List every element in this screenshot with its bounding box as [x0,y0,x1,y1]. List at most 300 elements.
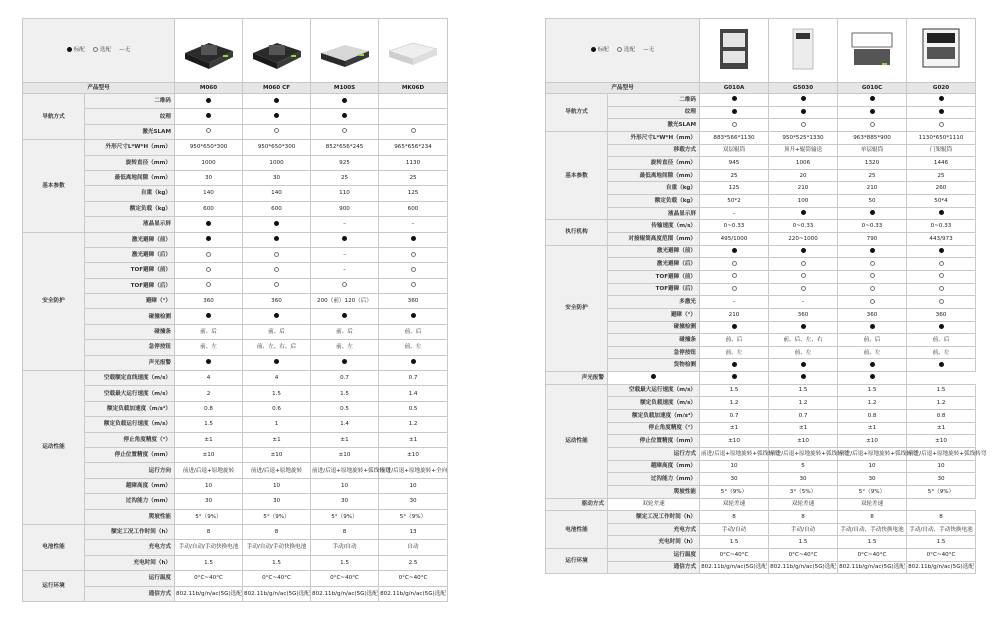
spec-value [243,278,311,293]
spec-value: 802.11b/g/n/ac(5G)选配 [243,586,311,601]
robot-image-cell [907,19,976,83]
spec-value: 25 [311,170,379,185]
spec-row [546,346,976,359]
spec-label: 通信方式 [608,561,700,574]
spec-value [175,247,243,262]
spec-row [546,321,976,334]
spec-value: 1.4 [379,386,448,401]
optional-circle-icon [411,282,416,287]
spec-value: 802.11b/g/n/ac(5G)选配 [379,586,448,601]
spec-value: 30 [175,170,243,185]
spec-value: 0°C~40°C [379,571,448,586]
optional-circle-icon [939,299,944,304]
spec-label: 二维码 [85,94,175,109]
spec-value: 1.5 [838,384,907,397]
spec-row [23,509,448,524]
spec-value: 802.11b/g/n/ac(5G)选配 [700,561,769,574]
optional-circle-icon [801,122,806,127]
spec-value: 前、后 [175,324,243,339]
spec-value: 200（前）120（后） [311,294,379,309]
spec-value [311,232,379,247]
spec-value: 30 [379,494,448,509]
spec-row [546,131,976,144]
spec-row [23,401,448,416]
spec-value: 1000 [175,155,243,170]
spec-value [769,94,838,107]
spec-value [907,245,976,258]
spec-value: 30 [700,473,769,486]
spec-value [311,278,379,293]
spec-label: 声光报警 [546,372,608,385]
spec-value [700,359,769,372]
category-label: 导航方式 [546,94,608,132]
standard-dot-icon [870,96,875,101]
spec-row [23,170,448,185]
spec-value [907,270,976,283]
spec-value: 1.2 [838,397,907,410]
spec-value: 8 [907,511,976,524]
spec-value [379,309,448,324]
spec-row [23,417,448,432]
spec-value [700,94,769,107]
spec-row [546,435,976,448]
spec-row [23,355,448,370]
spec-label: 激光避障（后） [85,247,175,262]
spec-value: 前、后 [243,324,311,339]
spec-row [23,201,448,216]
spec-row [23,217,448,232]
spec-value [907,283,976,296]
spec-label: 额定负载运行速度（m/s） [85,417,175,432]
spec-value: 925 [311,155,379,170]
spec-value: 0.6 [243,401,311,416]
spec-label: 额定工况工作时间（h） [85,524,175,539]
spec-label: TOF避障（后） [85,278,175,293]
spec-value [838,119,907,132]
left-table [22,18,448,602]
standard-dot-icon [801,324,806,329]
spec-value [838,94,907,107]
spec-value [700,270,769,283]
robot-image-cell [838,19,907,83]
spec-value [769,245,838,258]
category-label: 运行环境 [546,549,608,574]
spec-row [23,540,448,555]
standard-dot-icon [801,248,806,253]
spec-value [700,245,769,258]
robot-image [315,23,375,75]
optional-circle-icon [801,261,806,266]
spec-value: 1446 [907,157,976,170]
spec-label: 停止位置精度（mm） [85,447,175,462]
spec-row [546,270,976,283]
spec-value [243,232,311,247]
spec-value: 前进/后退+原地旋转+弧线转弯 [700,447,769,460]
spec-value: ±1 [838,422,907,435]
spec-value: 1.5 [243,386,311,401]
spec-value: 210 [769,182,838,195]
spec-value: 双轮差速 [700,498,769,511]
spec-value [311,94,379,109]
spec-row [546,511,976,524]
spec-label: 过沟能力（mm） [85,494,175,509]
spec-value [769,372,838,385]
spec-value: 50*4 [907,195,976,208]
standard-dot-icon [342,313,347,318]
spec-value: 360 [175,294,243,309]
spec-row [23,371,448,386]
spec-label: 充电方式 [608,523,700,536]
spec-label: TOF避障（前） [608,270,700,283]
spec-row [23,571,448,586]
spec-row [23,109,448,124]
spec-value: 360 [769,308,838,321]
spec-value: 0~0.33 [769,220,838,233]
spec-value: 前、后 [700,334,769,347]
spec-value: 30 [838,473,907,486]
spec-row [546,422,976,435]
spec-value: 前、左 [700,346,769,359]
spec-value: – [311,217,379,232]
spec-value [243,309,311,324]
spec-value: 10 [700,460,769,473]
spec-row [546,169,976,182]
spec-value [243,263,311,278]
spec-row [546,447,976,460]
spec-value: 0°C~40°C [311,571,379,586]
spec-label: 碰撞检测 [608,321,700,334]
spec-value: 前、后、左、右 [769,334,838,347]
standard-dot-icon [274,313,279,318]
spec-value [907,258,976,271]
standard-dot-icon [206,113,211,118]
spec-label: 液晶显示屏 [608,207,700,220]
spec-value: 1.2 [907,397,976,410]
model-header-row [23,83,448,94]
spec-value [379,278,448,293]
standard-dot-icon [342,98,347,103]
spec-row [23,524,448,539]
spec-value: ±10 [175,447,243,462]
spec-value: 0.5 [379,401,448,416]
spec-value [379,124,448,139]
spec-value [907,119,976,132]
standard-dot-icon [732,362,737,367]
spec-value: 110 [311,186,379,201]
spec-row [23,232,448,247]
standard-dot-icon [870,210,875,215]
spec-row [546,523,976,536]
spec-label: 充电时间（h） [608,536,700,549]
spec-value: 1.5 [838,536,907,549]
spec-label: 停止位置精度（mm） [608,435,700,448]
spec-value: 8 [769,511,838,524]
spec-row [546,157,976,170]
robot-image [773,23,833,75]
spec-value: 5°（9%） [907,485,976,498]
spec-row [23,463,448,478]
spec-value: 30 [175,494,243,509]
spec-value: 前、左、右、后 [243,340,311,355]
spec-value: 手动/自动 [769,523,838,536]
spec-value: 前进/后退+原地旋转 [243,463,311,478]
filled-dot-icon [67,47,72,52]
spec-value [379,94,448,109]
robot-image-cell [769,19,838,83]
spec-value: 8 [175,524,243,539]
model-name: G5030 [769,83,838,94]
optional-circle-icon [732,122,737,127]
spec-row [546,397,976,410]
spec-value: 前、后 [311,324,379,339]
spec-value: ±1 [175,432,243,447]
standard-dot-icon [206,313,211,318]
optional-circle-icon [801,286,806,291]
standard-dot-icon [206,359,211,364]
right-spec-table [545,18,987,604]
spec-label: 空载最大运行速度（m/s） [85,386,175,401]
category-label: 基本参数 [546,131,608,219]
spec-value: 前、后 [907,334,976,347]
spec-label: 空载额定直线速度（m/s） [85,371,175,386]
spec-value [838,258,907,271]
standard-dot-icon [411,313,416,318]
spec-row [23,278,448,293]
spec-value [769,321,838,334]
spec-row [546,498,976,511]
spec-value [838,296,907,309]
spec-value: 30 [243,170,311,185]
standard-dot-icon [411,359,416,364]
model-name: MK06D [379,83,448,94]
spec-value: 前进/后退+原地旋转+弧线转弯 [907,447,976,460]
standard-dot-icon [732,324,737,329]
standard-dot-icon [732,109,737,114]
spec-value: 1.5 [243,555,311,570]
spec-row [546,195,976,208]
spec-value: 1130 [379,155,448,170]
spec-label: 充电方式 [85,540,175,555]
spec-label: 爬坡性能 [608,485,700,498]
spec-value: 2 [175,386,243,401]
spec-value: 0.7 [311,371,379,386]
model-name: M060 CF [243,83,311,94]
spec-value: 0°C~40°C [243,571,311,586]
spec-row [546,106,976,119]
spec-row [23,94,448,109]
optional-circle-icon [732,273,737,278]
spec-row [23,124,448,139]
legend-optional [93,47,111,53]
spec-value: 手动/自动/手动快换电池 [175,540,243,555]
spec-value: 8 [700,511,769,524]
spec-label: TOF避障（前） [85,263,175,278]
legend-none: —无 [119,47,131,54]
category-label: 安全防护 [546,245,608,371]
standard-dot-icon [870,109,875,114]
spec-value: 13 [379,524,448,539]
spec-row [546,220,976,233]
spec-row [23,294,448,309]
spec-value: 210 [700,308,769,321]
hollow-circle-icon [617,47,622,52]
spec-label: 碰撞检测 [85,309,175,324]
spec-row [23,309,448,324]
spec-value [175,94,243,109]
robot-image [179,23,239,75]
spec-value: 1.2 [769,397,838,410]
optional-circle-icon [870,261,875,266]
spec-value [311,309,379,324]
spec-row [23,155,448,170]
spec-label: 自重（kg） [85,186,175,201]
standard-dot-icon [939,109,944,114]
spec-row [546,283,976,296]
spec-value: 600 [243,201,311,216]
category-label: 运动性能 [546,384,608,498]
image-row [23,19,448,83]
spec-value: 0°C~40°C [907,549,976,562]
spec-label: 额定负载加速度（m/s²） [608,410,700,423]
spec-label: 液晶显示屏 [85,217,175,232]
spec-value: – [700,207,769,220]
optional-circle-icon [411,267,416,272]
spec-value [379,232,448,247]
spec-value: 双层辊筒 [700,144,769,157]
spec-value [379,263,448,278]
standard-dot-icon [274,221,279,226]
spec-row [546,258,976,271]
spec-value [700,119,769,132]
spec-value: ±1 [243,432,311,447]
spec-value: 600 [379,201,448,216]
spec-value [700,106,769,119]
spec-value: 手动/自动/手动快换电池 [243,540,311,555]
spec-value: 0~0.33 [907,220,976,233]
spec-value: 前、左 [907,346,976,359]
spec-label: 纹理 [85,109,175,124]
spec-value: 360 [243,294,311,309]
category-label: 运行环境 [23,571,85,602]
spec-value: 手动/自动、手动快换电池 [838,523,907,536]
legend-optional-label: 选配 [99,47,112,54]
standard-dot-icon [206,236,211,241]
spec-label: 声光报警 [85,355,175,370]
standard-dot-icon [651,374,656,379]
spec-value [243,94,311,109]
spec-row [546,536,976,549]
optional-circle-icon [870,299,875,304]
spec-value: 950*650*300 [243,140,311,155]
spec-value: 1006 [769,157,838,170]
spec-row [546,372,976,385]
spec-value [175,355,243,370]
spec-label: 越障高度（mm） [608,460,700,473]
optional-circle-icon [274,282,279,287]
spec-label: 停止角度精度（°） [608,422,700,435]
spec-value: 25 [700,169,769,182]
optional-circle-icon [870,122,875,127]
spec-label: 停止角度精度（°） [85,432,175,447]
spec-value: 单层辊筒 [838,144,907,157]
spec-value: 140 [175,186,243,201]
spec-value: ±1 [769,422,838,435]
spec-row [546,485,976,498]
optional-circle-icon [342,282,347,287]
spec-label: 激光SLAM [608,119,700,132]
standard-dot-icon [342,236,347,241]
spec-label: 纹理 [608,106,700,119]
spec-value: 前进/后退+原地旋转+弧线转弯 [838,447,907,460]
spec-value: 50*2 [700,195,769,208]
spec-row [23,140,448,155]
spec-value [907,321,976,334]
standard-dot-icon [801,109,806,114]
spec-value: 前进/后退+原地旋转+弧线转弯 [769,447,838,460]
spec-value: 前、左 [175,340,243,355]
filled-dot-icon [591,47,596,52]
optional-circle-icon [870,286,875,291]
spec-label: TOF避障（后） [608,283,700,296]
spec-value: 5°（9%） [311,509,379,524]
spec-value: 25 [838,169,907,182]
legend-standard-label: 标配 [597,47,609,54]
spec-row [23,432,448,447]
spec-label: 额定工况工作时间（h） [608,511,700,524]
spec-value [907,296,976,309]
spec-value [769,283,838,296]
spec-value: – [311,263,379,278]
optional-circle-icon [939,286,944,291]
spec-value: 0.8 [838,410,907,423]
spec-value: 1.5 [311,555,379,570]
spec-value: 0.7 [700,410,769,423]
spec-value: 1.4 [311,417,379,432]
spec-value: 883*566*1130 [700,131,769,144]
spec-label: 额定负载（kg） [85,201,175,216]
spec-label: 过沟能力（mm） [608,473,700,486]
spec-label: 二维码 [608,94,700,107]
spec-value [175,232,243,247]
spec-value [311,355,379,370]
robot-image-cell [700,19,769,83]
legend-none: —无 [643,47,655,54]
spec-value: 495/1000 [700,233,769,246]
spec-label: 旋转直径（mm） [608,157,700,170]
spec-value [769,270,838,283]
spec-value [838,245,907,258]
spec-value: 443/973 [907,233,976,246]
spec-row [546,233,976,246]
spec-value: ±10 [700,435,769,448]
spec-row [23,386,448,401]
spec-value [769,207,838,220]
spec-value: 8 [838,511,907,524]
spec-label: 避障（°） [608,308,700,321]
model-name: G010C [838,83,907,94]
standard-dot-icon [411,236,416,241]
spec-value [838,270,907,283]
standard-dot-icon [939,362,944,367]
spec-value: 1.2 [379,417,448,432]
spec-value: 4 [175,371,243,386]
spec-value: 30 [907,473,976,486]
spec-label: 驱动方式 [546,498,608,511]
spec-label: 运行温度 [85,571,175,586]
spec-row [546,334,976,347]
spec-value [175,278,243,293]
standard-dot-icon [801,210,806,215]
